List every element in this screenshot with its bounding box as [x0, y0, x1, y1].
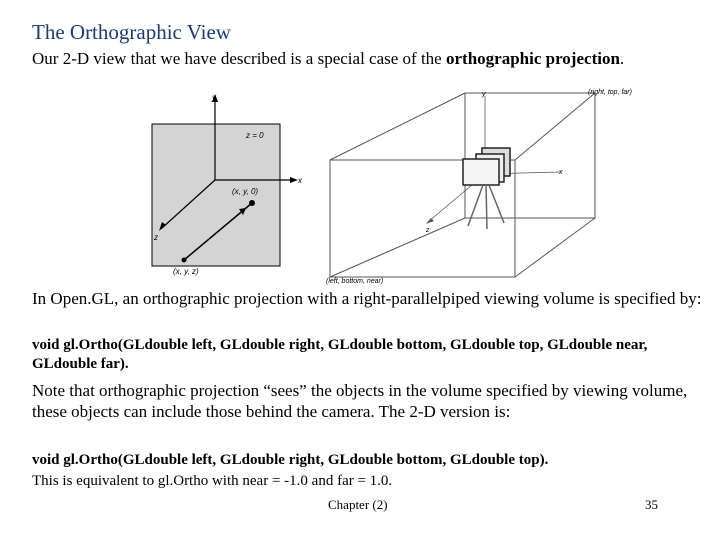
volume-edge-tr — [515, 93, 595, 160]
near-corner-label: (left, bottom, near) — [326, 278, 384, 285]
left-z-label: z — [154, 233, 158, 242]
volume-edge-bl — [330, 218, 465, 277]
volume-edge-tl — [330, 93, 465, 160]
space-point-label: (x, y, z) — [173, 267, 199, 276]
z-zero-plane — [152, 124, 280, 266]
plane-label: z = 0 — [246, 131, 264, 140]
tripod-leg-center — [486, 185, 487, 229]
opengl-paragraph: In Open.GL, an orthographic projection with a right-parallelpiped viewing volume is specified by: — [32, 289, 702, 308]
tripod-leg-right — [489, 185, 504, 223]
slide-title: The Orthographic View — [32, 20, 231, 44]
intro-paragraph — [32, 48, 702, 69]
right-x-label: x — [559, 169, 563, 176]
projected-point-label: (x, y, 0) — [232, 187, 259, 196]
viewing-volume-figure — [320, 84, 680, 289]
note-paragraph: Note that orthographic projection “sees” the objects in the volume specified by viewing volume, these objects can include those behind the camera. The 2-D version is: — [32, 381, 688, 421]
page-number: 35 — [645, 497, 658, 512]
left-x-label: x — [298, 176, 302, 185]
x-axis-arrow — [290, 177, 298, 183]
camera-body — [463, 159, 499, 185]
intro-bold-term: orthographic projection — [445, 49, 620, 68]
left-y-label: y — [212, 93, 216, 102]
equivalence-note: This is equivalent to gl.Ortho with near = -1.0 and far = 1.0. — [32, 473, 393, 489]
projected-point — [249, 200, 255, 206]
projection-plane-figure — [140, 88, 320, 280]
intro-text-end: . — [619, 49, 625, 68]
right-z-label: z — [426, 227, 430, 234]
ortho-2d-signature: void gl.Ortho(GLdouble left, GLdouble right, GLdouble bottom, GLdouble top). — [32, 452, 549, 468]
right-z-arrow — [426, 218, 434, 224]
space-point — [182, 258, 187, 263]
right-y-label: y — [482, 91, 486, 98]
far-corner-label: (right, top, far) — [588, 89, 632, 96]
volume-edge-br — [515, 218, 595, 277]
intro-text-start: Our 2-D view that we have described is a special case of the — [32, 49, 446, 68]
ortho-3d-signature: void gl.Ortho(GLdouble left, GLdouble right, GLdouble bottom, GLdouble top, GLdouble near, GLdouble far). — [32, 337, 648, 372]
tripod-leg-left — [468, 185, 483, 226]
footer-chapter: Chapter (2) — [328, 497, 388, 512]
